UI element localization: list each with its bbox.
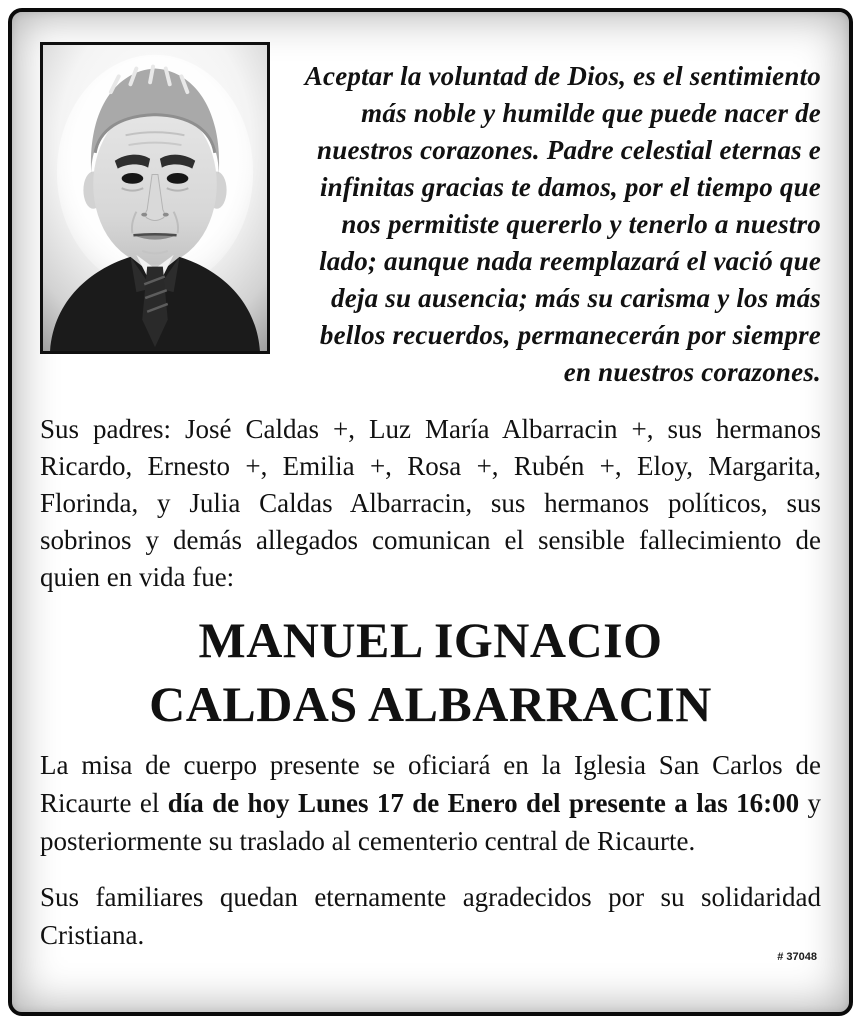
left-eye — [122, 173, 144, 184]
deceased-name-line1: MANUEL IGNACIO — [198, 612, 663, 668]
service-datetime: día de hoy Lunes 17 de Enero del presente a las 16:00 — [167, 788, 800, 818]
portrait-photo — [40, 42, 270, 354]
memorial-quote: Aceptar la voluntad de Dios, es el sentimiento más noble y humilde que puede nacer de nuestros corazones. Padre celestial eternas e infinitas gracias te damos, por el tiempo que nos permitiste quererlo y tenerlo a nuestro lado; aunque nada reemplazará el vació que deja su ausencia; más su carisma y los más bellos recuerdos, permanecerán por siempre en nuestros corazones. — [304, 61, 821, 387]
gratitude-message: Sus familiares quedan eternamente agradecidos por su solidaridad Cristiana. — [40, 882, 821, 950]
top-section — [40, 42, 821, 391]
service-details — [40, 746, 821, 860]
reference-number: # 37048 — [777, 951, 817, 963]
right-eye — [167, 173, 189, 184]
service-tail: y posteriormente su traslado al cementerio central de Ricaurte. — [40, 788, 822, 856]
service-lead: La misa de cuerpo presente se oficiará en la Iglesia San Carlos de Ricaurte el — [40, 750, 821, 818]
family-announcement: Sus padres: José Caldas +, Luz María Albarracin +, sus hermanos Ricardo, Ernesto +, Emilia +, Rosa +, Rubén +, Eloy, Margarita, Florinda, y Julia Caldas Albarracin, sus hermanos políticos, sus sobrinos y demás allegados comunican el sensible fallecimiento de quien en vida fue: — [40, 414, 821, 592]
portrait-illustration — [43, 45, 267, 351]
obituary-frame — [8, 8, 853, 1016]
deceased-name-line2: CALDAS ALBARRACIN — [149, 676, 712, 732]
deceased-name — [40, 608, 821, 736]
